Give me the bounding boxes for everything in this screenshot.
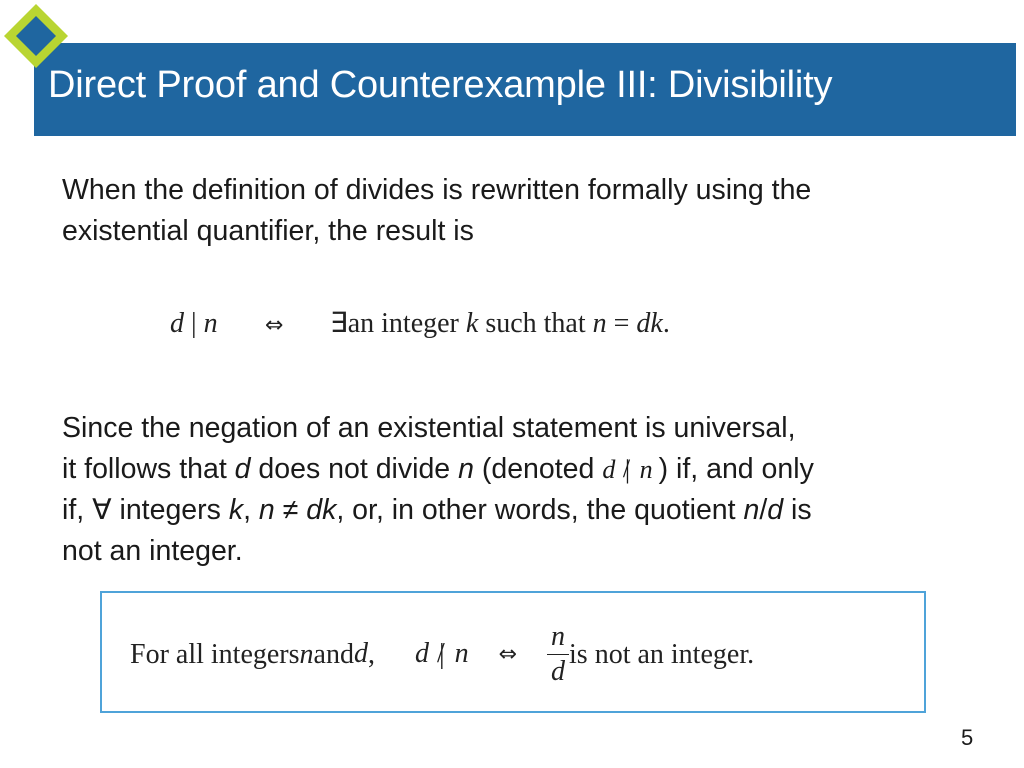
intro-line-2: existential quantifier, the result is [62,215,474,247]
formula-lhs: d | n [170,308,218,339]
iff-symbol-box: ⇔ [498,642,518,667]
intro-line-1: When the definition of divides is rewritten formally using the [62,174,812,206]
slide-title: Direct Proof and Counterexample III: Divisibility [48,64,833,106]
page-number: 5 [961,725,974,750]
does-not-divide-symbol: d | / n [415,638,469,672]
fraction-n-over-d: $\frac{n}{d}$ [547,622,569,687]
divides-definition-formula: d | n ⇔ ∃an integer k such that n = dk. [170,308,670,339]
iff-symbol: ⇔ [265,313,284,338]
negation-line-4: not an integer. [62,535,243,567]
does-not-divide-notation: d | / n [594,449,658,490]
theorem-statement: For all integersnandd, d | / n ⇔ $\frac{n}{d}$ is not an integer. [130,622,754,687]
negation-paragraph [62,408,814,572]
negation-line-1: Since the negation of an existential statement is universal, [62,412,796,444]
negation-line-3: if, ∀ integers k, n ≠ dk, or, in other words, the quotient n/d is [62,494,812,526]
intro-paragraph [62,170,811,252]
negation-line-2: it follows that d does not divide n (denoted d | / n ) if, and only [62,449,814,490]
exists-symbol: ∃ [330,308,348,339]
diamond-logo-icon [0,0,72,72]
